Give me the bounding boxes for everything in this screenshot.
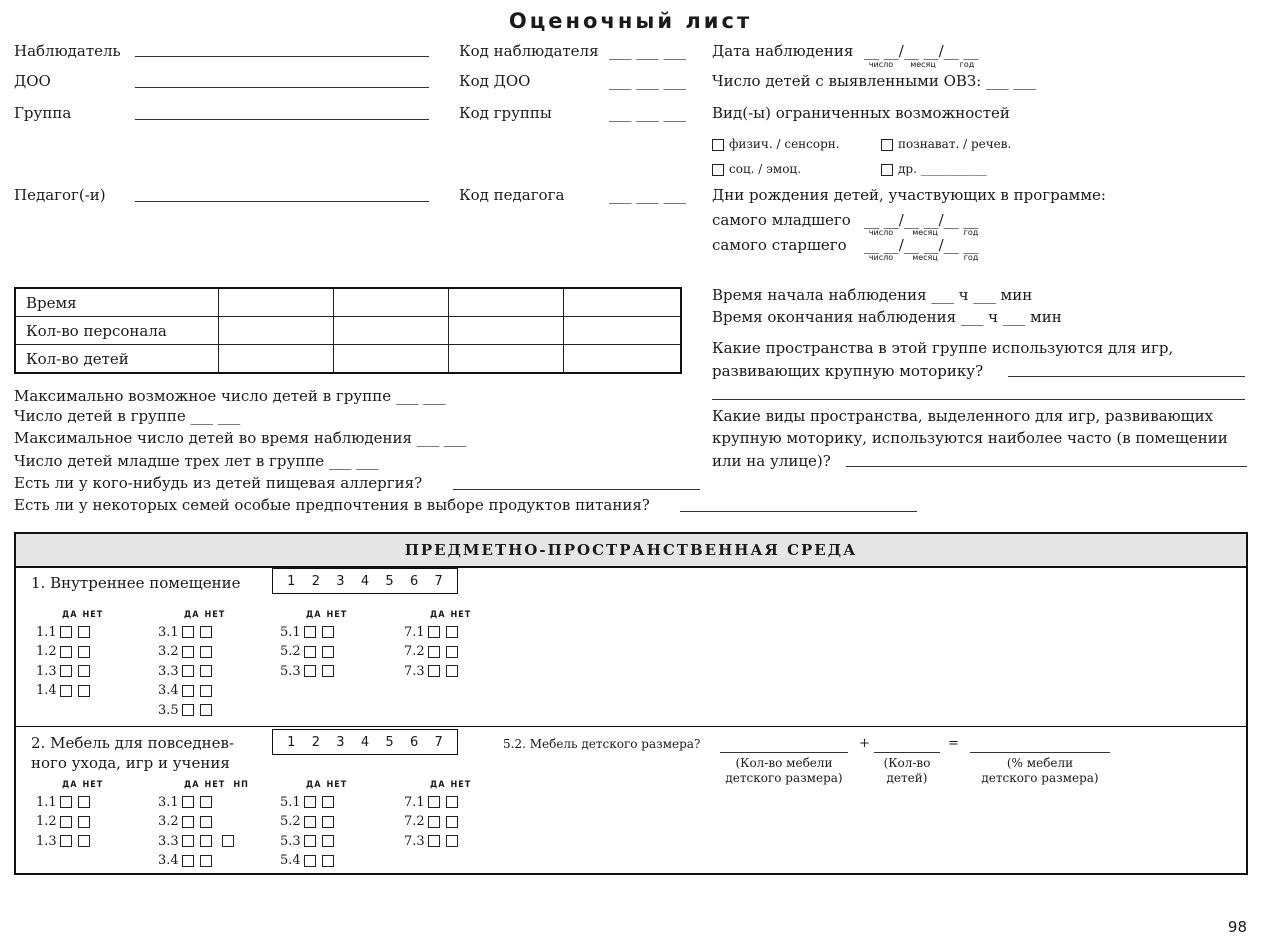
table-row-label: Кол-во детей <box>15 345 219 374</box>
yes-checkbox[interactable] <box>304 855 316 867</box>
indicator-item <box>36 662 96 680</box>
indicator-item <box>158 852 218 870</box>
yes-checkbox[interactable] <box>304 626 316 638</box>
date-year-caption: год <box>963 228 979 237</box>
checkbox[interactable] <box>881 139 893 151</box>
indicator-label: 3.4 <box>158 853 179 868</box>
indicator-item <box>404 832 464 850</box>
disability-types-label: Вид(-ы) ограниченных возможностей <box>712 104 1010 122</box>
scale-option[interactable]: 2 <box>311 573 320 589</box>
indicator-label: 5.3 <box>280 663 301 679</box>
date-year-caption: год <box>963 253 979 262</box>
q1-answer-field[interactable] <box>1008 376 1245 377</box>
date-day-caption: число <box>868 228 894 237</box>
max-observed-count[interactable]: Максимальное число детей во время наблюдения ___ ___ <box>14 429 467 447</box>
yes-checkbox[interactable] <box>428 816 440 828</box>
indicator-label: 3.5 <box>158 702 179 718</box>
food-pref-question: Есть ли у некоторых семей особые предпочтения в выборе продуктов питания? <box>14 496 650 514</box>
yes-checkbox[interactable] <box>182 685 194 697</box>
indicator-item <box>404 662 464 680</box>
yes-checkbox[interactable] <box>428 626 440 638</box>
indicator-label: 7.1 <box>404 794 425 810</box>
no-checkbox[interactable] <box>200 816 212 828</box>
yes-checkbox[interactable] <box>182 816 194 828</box>
no-checkbox[interactable] <box>78 816 90 828</box>
yes-checkbox[interactable] <box>60 816 72 828</box>
yes-checkbox[interactable] <box>182 646 194 658</box>
indicator-label: 3.3 <box>158 663 179 679</box>
yes-checkbox[interactable] <box>182 835 194 847</box>
teacher-code-label: Код педагога <box>459 186 565 204</box>
scale-option[interactable]: 6 <box>409 573 419 589</box>
percent-field[interactable] <box>970 752 1110 753</box>
yes-checkbox[interactable] <box>182 665 194 677</box>
birthdays-label: Дни рождения детей, участвующих в программе: <box>712 186 1106 204</box>
yes-checkbox[interactable] <box>428 796 440 808</box>
subscale-1-title: 1. Внутреннее помещение <box>31 574 241 592</box>
scale-option[interactable]: 3 <box>336 734 345 750</box>
yes-checkbox[interactable] <box>304 646 316 658</box>
table-cell[interactable] <box>333 345 448 374</box>
table-cell[interactable] <box>333 317 448 345</box>
doo-field[interactable] <box>135 87 429 88</box>
allergy-question: Есть ли у кого-нибудь из детей пищевая аллергия? <box>14 474 423 492</box>
yes-checkbox[interactable] <box>60 835 72 847</box>
no-checkbox[interactable] <box>446 626 458 638</box>
indicator-item <box>404 813 464 831</box>
group-code-field[interactable]: ___ ___ ___ <box>609 104 687 122</box>
furniture-count-caption: (Кол-во мебели детского размера) <box>725 756 843 785</box>
no-checkbox[interactable] <box>78 796 90 808</box>
cb-soc-item[interactable]: соц. / эмоц. <box>712 162 801 176</box>
no-checkbox[interactable] <box>200 796 212 808</box>
indicator-item <box>404 643 464 661</box>
ovz-count[interactable]: Число детей с выявленными ОВЗ: ___ ___ <box>712 72 1036 90</box>
indicator-item <box>158 813 218 831</box>
end-time[interactable]: Время окончания наблюдения ___ ч ___ мин <box>712 308 1062 326</box>
indicator-item <box>280 852 340 870</box>
yes-checkbox[interactable] <box>182 855 194 867</box>
yes-no-header: ДА НЕТ <box>430 610 472 620</box>
indicator-item <box>36 682 96 700</box>
no-checkbox[interactable] <box>200 665 212 677</box>
teacher-code-field[interactable]: ___ ___ ___ <box>609 186 687 204</box>
scale-option[interactable]: 5 <box>385 734 394 750</box>
indicator-item <box>36 643 96 661</box>
table-row-label: Кол-во персонала <box>15 317 219 345</box>
indicator-label: 5.4 <box>280 853 301 868</box>
observer-label: Наблюдатель <box>14 42 121 60</box>
yes-checkbox[interactable] <box>428 646 440 658</box>
no-checkbox[interactable] <box>322 665 334 677</box>
cb-phys-item[interactable]: физич. / сенсорн. <box>712 137 840 151</box>
indicator-item <box>280 793 340 811</box>
group-code-label: Код группы <box>459 104 552 122</box>
doo-code-label: Код ДОО <box>459 72 531 90</box>
observer-code-field[interactable]: ___ ___ ___ <box>609 42 687 60</box>
indicator-item <box>280 623 340 641</box>
indicator-item <box>280 813 340 831</box>
scale-option[interactable]: 1 <box>287 734 296 750</box>
doo-label: ДОО <box>14 72 51 90</box>
rating-scale-2[interactable] <box>272 729 458 755</box>
yes-no-header: ДА НЕТ <box>62 780 104 790</box>
yes-checkbox[interactable] <box>428 835 440 847</box>
table-cell[interactable] <box>219 317 334 345</box>
attendance-table <box>14 287 682 374</box>
table-cell[interactable] <box>219 345 334 374</box>
table-cell[interactable] <box>448 288 563 317</box>
section-header: ПРЕДМЕТНО-ПРОСТРАНСТВЕННАЯ СРЕДА <box>16 534 1246 568</box>
no-checkbox[interactable] <box>78 685 90 697</box>
q2-line-c: или на улице)? <box>712 452 831 470</box>
indicator-item <box>280 832 340 850</box>
no-checkbox[interactable] <box>322 626 334 638</box>
scale-option[interactable]: 1 <box>287 573 296 589</box>
checkbox[interactable] <box>712 164 724 176</box>
table-row-label: Время <box>15 288 219 317</box>
date-month-caption: месяц <box>910 60 936 69</box>
scale-option[interactable]: 7 <box>434 573 443 589</box>
indicator-label: 1.4 <box>36 683 57 698</box>
start-time[interactable]: Время начала наблюдения ___ ч ___ мин <box>712 286 1033 304</box>
children-count-caption: (Кол-во детей) <box>883 756 931 785</box>
indicator-item <box>158 682 218 700</box>
date-month-caption: месяц <box>912 228 938 237</box>
subscale-2-title-b: ного ухода, игр и учения <box>31 754 230 772</box>
q2-answer-field[interactable] <box>846 466 1247 467</box>
table-cell[interactable] <box>448 317 563 345</box>
indicator-item <box>158 662 218 680</box>
scale-option[interactable]: 6 <box>409 734 419 750</box>
indicator-item <box>404 793 464 811</box>
scale-option[interactable]: 5 <box>385 573 394 589</box>
subscale-divider <box>16 726 1246 727</box>
yes-checkbox[interactable] <box>182 626 194 638</box>
indicator-label: 5.2 <box>280 644 301 659</box>
table-cell[interactable] <box>563 288 681 317</box>
cb-cogn-item[interactable]: познават. / речев. <box>881 137 1011 151</box>
no-checkbox[interactable] <box>446 816 458 828</box>
observer-code-label: Код наблюдателя <box>459 42 599 60</box>
oldest-date-field[interactable]: __ __/__ __/__ __ <box>864 236 979 254</box>
no-checkbox[interactable] <box>322 796 334 808</box>
indicator-item <box>158 623 218 641</box>
furniture-question: 5.2. Мебель детского размера? <box>503 737 701 751</box>
checkbox[interactable] <box>881 164 893 176</box>
no-checkbox[interactable] <box>446 835 458 847</box>
indicator-label: 1.3 <box>36 833 57 849</box>
yes-checkbox[interactable] <box>60 626 72 638</box>
indicator-item <box>36 832 96 850</box>
date-month-caption: месяц <box>912 253 938 262</box>
yes-no-header: ДА НЕТ <box>184 610 226 620</box>
q1-line-a: Какие пространства в этой группе используются для игр, <box>712 339 1174 357</box>
no-checkbox[interactable] <box>446 665 458 677</box>
scale-option[interactable]: 4 <box>360 573 370 589</box>
observer-field[interactable] <box>135 56 429 57</box>
scale-option[interactable]: 7 <box>434 734 443 750</box>
no-checkbox[interactable] <box>200 626 212 638</box>
no-checkbox[interactable] <box>322 816 334 828</box>
yes-checkbox[interactable] <box>304 835 316 847</box>
teacher-field[interactable] <box>135 201 429 202</box>
group-label: Группа <box>14 104 72 122</box>
checkbox[interactable] <box>712 139 724 151</box>
yes-checkbox[interactable] <box>304 816 316 828</box>
no-checkbox[interactable] <box>322 646 334 658</box>
table-cell[interactable] <box>563 345 681 374</box>
indicator-item <box>404 623 464 641</box>
yes-checkbox[interactable] <box>428 665 440 677</box>
scale-option[interactable]: 3 <box>336 573 345 589</box>
indicator-label: 7.2 <box>404 644 425 659</box>
indicator-label: 1.1 <box>36 794 57 810</box>
indicator-label: 7.3 <box>404 833 425 849</box>
yes-no-header: ДА НЕТ <box>430 780 472 790</box>
no-checkbox[interactable] <box>200 835 212 847</box>
yes-checkbox[interactable] <box>304 796 316 808</box>
table-cell[interactable] <box>448 345 563 374</box>
indicator-label: 3.2 <box>158 814 179 829</box>
no-checkbox[interactable] <box>78 665 90 677</box>
oldest-label: самого старшего <box>712 236 847 254</box>
yes-checkbox[interactable] <box>60 796 72 808</box>
indicator-label: 5.1 <box>280 624 301 640</box>
indicator-item <box>280 662 340 680</box>
indicator-item <box>158 701 218 719</box>
group-field[interactable] <box>135 119 429 120</box>
percent-caption: (% мебели детского размера) <box>981 756 1099 785</box>
no-checkbox[interactable] <box>78 835 90 847</box>
obs-date-label: Дата наблюдения <box>712 42 854 60</box>
environment-section <box>14 532 1248 875</box>
date-day-caption: число <box>868 253 894 262</box>
indicator-label: 5.2 <box>280 814 301 829</box>
indicator-item <box>280 643 340 661</box>
indicator-label: 1.1 <box>36 624 57 640</box>
indicator-item <box>158 832 240 850</box>
no-checkbox[interactable] <box>322 835 334 847</box>
indicator-item <box>36 793 96 811</box>
no-checkbox[interactable] <box>200 685 212 697</box>
no-checkbox[interactable] <box>78 626 90 638</box>
indicator-label: 3.1 <box>158 794 179 810</box>
plus-sign: + <box>859 736 870 751</box>
page-number: 98 <box>1227 918 1247 936</box>
indicator-label: 7.3 <box>404 663 425 679</box>
table-row <box>15 345 681 374</box>
yes-checkbox[interactable] <box>182 796 194 808</box>
subscale-2-title-a: 2. Мебель для повседнев- <box>31 734 235 752</box>
yes-no-header: ДА НЕТ <box>306 610 348 620</box>
indicator-item <box>158 793 218 811</box>
date-day-caption: число <box>868 60 894 69</box>
teacher-label: Педагог(-и) <box>14 186 106 204</box>
page-title: Оценочный лист <box>508 9 753 33</box>
doo-code-field[interactable]: ___ ___ ___ <box>609 72 687 90</box>
no-checkbox[interactable] <box>446 646 458 658</box>
scale-option[interactable]: 2 <box>311 734 320 750</box>
table-cell[interactable] <box>563 317 681 345</box>
indicator-label: 1.2 <box>36 814 57 829</box>
indicator-label: 1.3 <box>36 663 57 679</box>
yes-checkbox[interactable] <box>60 685 72 697</box>
children-count-field[interactable] <box>874 752 940 753</box>
yes-no-header: ДА НЕТ <box>62 610 104 620</box>
indicator-label: 3.1 <box>158 624 179 640</box>
obs-date-field[interactable]: __ __/__ __/__ __ <box>864 42 979 60</box>
no-checkbox[interactable] <box>78 646 90 658</box>
no-checkbox[interactable] <box>322 855 334 867</box>
yes-no-header: ДА НЕТ НП <box>184 780 249 790</box>
food-pref-field[interactable] <box>680 511 917 512</box>
table-row <box>15 317 681 345</box>
q1-answer-field-2[interactable] <box>712 399 1245 400</box>
q2-line-b: крупную моторику, используются наиболее часто (в помещении <box>712 429 1228 447</box>
youngest-date-field[interactable]: __ __/__ __/__ __ <box>864 211 979 229</box>
under-three-count[interactable]: Число детей младше трех лет в группе ___ ___ <box>14 452 379 470</box>
allergy-field[interactable] <box>453 489 700 490</box>
furniture-count-field[interactable] <box>720 752 848 753</box>
no-checkbox[interactable] <box>446 796 458 808</box>
date-year-caption: год <box>959 60 975 69</box>
table-cell[interactable] <box>333 288 448 317</box>
youngest-label: самого младшего <box>712 211 851 229</box>
indicator-label: 3.4 <box>158 683 179 698</box>
indicator-label: 7.2 <box>404 814 425 829</box>
indicator-label: 3.3 <box>158 833 179 849</box>
yes-checkbox[interactable] <box>60 665 72 677</box>
indicator-item <box>158 643 218 661</box>
q2-line-a: Какие виды пространства, выделенного для игр, развивающих <box>712 407 1214 425</box>
indicator-label: 7.1 <box>404 624 425 640</box>
na-checkbox[interactable] <box>222 835 234 847</box>
table-cell[interactable] <box>219 288 334 317</box>
scale-option[interactable]: 4 <box>360 734 370 750</box>
cb-other-item[interactable]: др. ___________ <box>881 162 987 176</box>
rating-scale-1[interactable] <box>272 568 458 594</box>
indicator-label: 5.1 <box>280 794 301 810</box>
yes-checkbox[interactable] <box>304 665 316 677</box>
yes-checkbox[interactable] <box>60 646 72 658</box>
indicator-label: 3.2 <box>158 644 179 659</box>
equals-sign: = <box>948 736 959 751</box>
indicator-item <box>36 623 96 641</box>
indicator-label: 1.2 <box>36 644 57 659</box>
max-possible-count[interactable]: Максимально возможное число детей в группе ___ ___ <box>14 387 446 405</box>
table-row <box>15 288 681 317</box>
indicator-item <box>36 813 96 831</box>
q1-line-b: развивающих крупную моторику? <box>712 362 984 380</box>
yes-checkbox[interactable] <box>182 704 194 716</box>
indicator-label: 5.3 <box>280 833 301 849</box>
no-checkbox[interactable] <box>200 855 212 867</box>
no-checkbox[interactable] <box>200 646 212 658</box>
children-count[interactable]: Число детей в группе ___ ___ <box>14 407 241 425</box>
yes-no-header: ДА НЕТ <box>306 780 348 790</box>
no-checkbox[interactable] <box>200 704 212 716</box>
